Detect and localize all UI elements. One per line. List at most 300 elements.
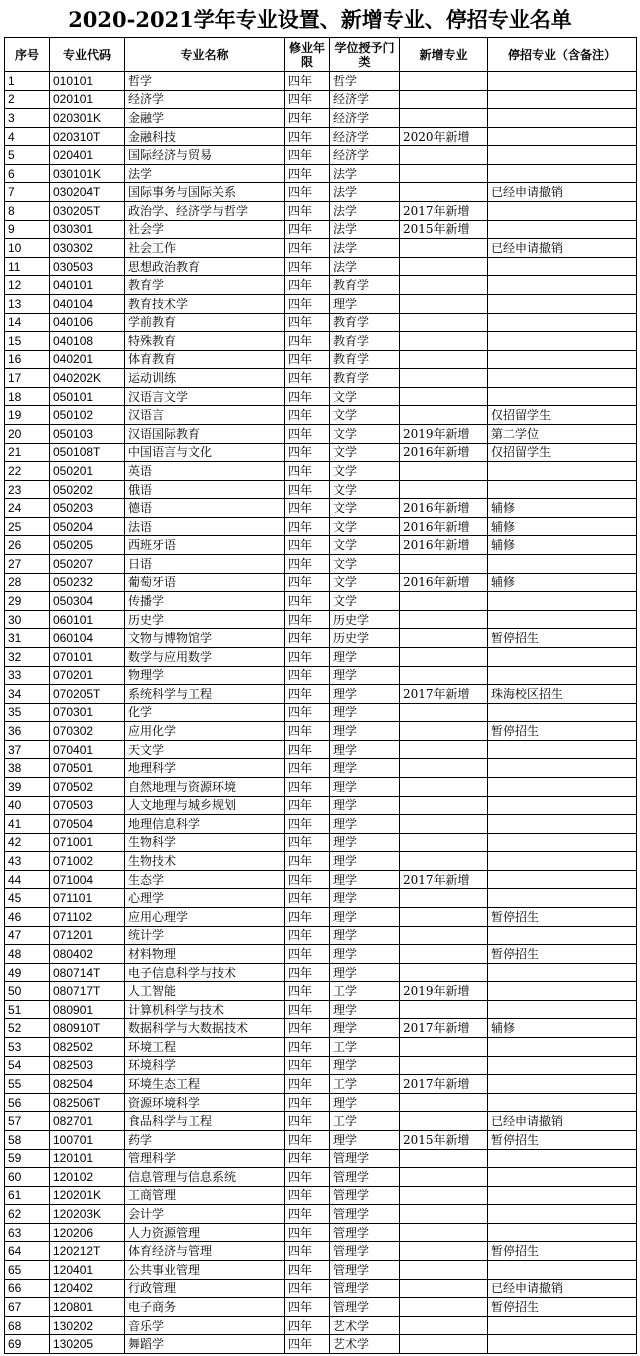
table-row (5, 1298, 637, 1317)
cell-suspended (488, 815, 637, 834)
table-row (5, 517, 637, 536)
cell-new (400, 183, 488, 202)
table-row (5, 424, 637, 443)
cell-code: 120401 (50, 1261, 125, 1280)
cell-code: 050102 (50, 406, 125, 425)
table-row (5, 963, 637, 982)
table-row (5, 1093, 637, 1112)
cell-suspended (488, 369, 637, 388)
cell-degree: 管理学 (330, 1205, 400, 1224)
table-row (5, 369, 637, 388)
table-row (5, 1223, 637, 1242)
cell-new (400, 387, 488, 406)
cell-index: 39 (5, 777, 50, 796)
cell-degree: 管理学 (330, 1242, 400, 1261)
cell-name: 历史学 (125, 610, 285, 629)
cell-suspended (488, 332, 637, 351)
cell-suspended (488, 610, 637, 629)
cell-name: 运动训练 (125, 369, 285, 388)
cell-duration: 四年 (285, 1149, 330, 1168)
cell-suspended: 暂停招生 (488, 722, 637, 741)
cell-new (400, 777, 488, 796)
cell-new (400, 1261, 488, 1280)
cell-name: 生物技术 (125, 852, 285, 871)
cell-index: 64 (5, 1242, 50, 1261)
table-row (5, 443, 637, 462)
cell-name: 统计学 (125, 926, 285, 945)
cell-code: 120801 (50, 1298, 125, 1317)
cell-suspended (488, 889, 637, 908)
cell-degree: 经济学 (330, 127, 400, 146)
cell-suspended (488, 870, 637, 889)
cell-suspended (488, 1261, 637, 1280)
cell-code: 050207 (50, 555, 125, 574)
table-row (5, 183, 637, 202)
cell-code: 082502 (50, 1038, 125, 1057)
cell-duration: 四年 (285, 1056, 330, 1075)
table-row (5, 1038, 637, 1057)
cell-suspended (488, 220, 637, 239)
cell-new (400, 1279, 488, 1298)
cell-code: 020401 (50, 146, 125, 165)
cell-index: 57 (5, 1112, 50, 1131)
cell-name: 社会工作 (125, 239, 285, 258)
cell-duration: 四年 (285, 202, 330, 221)
header-degree: 学位授予门类 (330, 38, 400, 72)
cell-suspended (488, 146, 637, 165)
cell-degree: 文学 (330, 499, 400, 518)
cell-suspended: 暂停招生 (488, 1242, 637, 1261)
cell-new (400, 647, 488, 666)
cell-duration: 四年 (285, 555, 330, 574)
cell-name: 电子商务 (125, 1298, 285, 1317)
table-body (5, 72, 637, 1354)
cell-new (400, 963, 488, 982)
cell-degree: 经济学 (330, 146, 400, 165)
cell-index: 44 (5, 870, 50, 889)
cell-new (400, 722, 488, 741)
cell-name: 行政管理 (125, 1279, 285, 1298)
cell-new (400, 1149, 488, 1168)
table-row (5, 815, 637, 834)
cell-code: 050108T (50, 443, 125, 462)
cell-index: 56 (5, 1093, 50, 1112)
cell-new (400, 1038, 488, 1057)
table-row (5, 536, 637, 555)
cell-duration: 四年 (285, 1019, 330, 1038)
table-row (5, 740, 637, 759)
cell-duration: 四年 (285, 424, 330, 443)
cell-duration: 四年 (285, 963, 330, 982)
cell-new (400, 480, 488, 499)
cell-degree: 管理学 (330, 1223, 400, 1242)
cell-index: 32 (5, 647, 50, 666)
cell-code: 070201 (50, 666, 125, 685)
cell-suspended: 珠海校区招生 (488, 685, 637, 704)
table-row (5, 573, 637, 592)
cell-index: 31 (5, 629, 50, 648)
cell-degree: 理学 (330, 740, 400, 759)
cell-index: 68 (5, 1316, 50, 1335)
cell-degree: 理学 (330, 852, 400, 871)
cell-suspended (488, 1223, 637, 1242)
table-row (5, 294, 637, 313)
cell-name: 国际经济与贸易 (125, 146, 285, 165)
cell-duration: 四年 (285, 647, 330, 666)
cell-suspended: 辅修 (488, 1019, 637, 1038)
cell-name: 系统科学与工程 (125, 685, 285, 704)
cell-suspended: 已经申请撤销 (488, 1112, 637, 1131)
cell-new (400, 926, 488, 945)
cell-name: 药学 (125, 1130, 285, 1149)
cell-duration: 四年 (285, 926, 330, 945)
cell-suspended (488, 480, 637, 499)
cell-index: 28 (5, 573, 50, 592)
cell-name: 汉语国际教育 (125, 424, 285, 443)
cell-index: 5 (5, 146, 50, 165)
cell-code: 070302 (50, 722, 125, 741)
cell-suspended (488, 1000, 637, 1019)
majors-table (4, 37, 637, 1354)
cell-new (400, 759, 488, 778)
table-row (5, 220, 637, 239)
cell-degree: 教育学 (330, 332, 400, 351)
cell-suspended (488, 1056, 637, 1075)
cell-suspended (488, 350, 637, 369)
cell-name: 环境科学 (125, 1056, 285, 1075)
cell-new (400, 146, 488, 165)
cell-duration: 四年 (285, 276, 330, 295)
cell-code: 030302 (50, 239, 125, 258)
cell-duration: 四年 (285, 350, 330, 369)
cell-code: 040101 (50, 276, 125, 295)
cell-duration: 四年 (285, 592, 330, 611)
cell-name: 特殊教育 (125, 332, 285, 351)
cell-degree: 理学 (330, 777, 400, 796)
cell-name: 哲学 (125, 72, 285, 91)
cell-code: 050202 (50, 480, 125, 499)
cell-new (400, 1186, 488, 1205)
cell-index: 18 (5, 387, 50, 406)
cell-duration: 四年 (285, 257, 330, 276)
cell-name: 地理科学 (125, 759, 285, 778)
cell-index: 51 (5, 1000, 50, 1019)
cell-index: 9 (5, 220, 50, 239)
cell-new (400, 592, 488, 611)
cell-name: 法语 (125, 517, 285, 536)
cell-code: 070504 (50, 815, 125, 834)
cell-duration: 四年 (285, 313, 330, 332)
cell-index: 22 (5, 462, 50, 481)
header-index: 序号 (5, 38, 50, 72)
cell-duration: 四年 (285, 1223, 330, 1242)
table-row (5, 1000, 637, 1019)
cell-name: 金融科技 (125, 127, 285, 146)
cell-duration: 四年 (285, 146, 330, 165)
cell-index: 19 (5, 406, 50, 425)
cell-duration: 四年 (285, 889, 330, 908)
table-row (5, 72, 637, 91)
table-row (5, 685, 637, 704)
cell-name: 人工智能 (125, 982, 285, 1001)
table-row (5, 1056, 637, 1075)
cell-code: 030204T (50, 183, 125, 202)
table-row (5, 1130, 637, 1149)
cell-suspended (488, 1075, 637, 1094)
cell-name: 英语 (125, 462, 285, 481)
cell-suspended (488, 127, 637, 146)
cell-duration: 四年 (285, 722, 330, 741)
cell-suspended (488, 1038, 637, 1057)
cell-name: 西班牙语 (125, 536, 285, 555)
cell-suspended (488, 1205, 637, 1224)
cell-name: 传播学 (125, 592, 285, 611)
cell-suspended (488, 982, 637, 1001)
table-row (5, 1019, 637, 1038)
cell-degree: 文学 (330, 555, 400, 574)
cell-suspended (488, 592, 637, 611)
cell-duration: 四年 (285, 796, 330, 815)
cell-degree: 理学 (330, 685, 400, 704)
cell-suspended: 暂停招生 (488, 629, 637, 648)
cell-degree: 管理学 (330, 1298, 400, 1317)
cell-suspended (488, 462, 637, 481)
table-row (5, 926, 637, 945)
cell-code: 120102 (50, 1168, 125, 1187)
table-row (5, 406, 637, 425)
cell-new (400, 1242, 488, 1261)
cell-duration: 四年 (285, 666, 330, 685)
cell-index: 59 (5, 1149, 50, 1168)
table-row (5, 462, 637, 481)
cell-degree: 理学 (330, 926, 400, 945)
table-row (5, 833, 637, 852)
table-row (5, 332, 637, 351)
cell-code: 050203 (50, 499, 125, 518)
cell-degree: 文学 (330, 424, 400, 443)
cell-name: 政治学、经济学与哲学 (125, 202, 285, 221)
cell-degree: 法学 (330, 202, 400, 221)
cell-index: 47 (5, 926, 50, 945)
cell-name: 社会学 (125, 220, 285, 239)
cell-new (400, 239, 488, 258)
cell-code: 080717T (50, 982, 125, 1001)
table-row (5, 592, 637, 611)
header-duration: 修业年限 (285, 38, 330, 72)
cell-new: 2019年新增 (400, 424, 488, 443)
cell-code: 070501 (50, 759, 125, 778)
cell-index: 1 (5, 72, 50, 91)
cell-duration: 四年 (285, 1130, 330, 1149)
cell-suspended (488, 647, 637, 666)
table-row (5, 109, 637, 128)
cell-new (400, 629, 488, 648)
cell-index: 35 (5, 703, 50, 722)
cell-code: 040106 (50, 313, 125, 332)
cell-index: 36 (5, 722, 50, 741)
cell-suspended (488, 1335, 637, 1354)
cell-name: 应用心理学 (125, 908, 285, 927)
cell-index: 17 (5, 369, 50, 388)
cell-name: 公共事业管理 (125, 1261, 285, 1280)
cell-index: 25 (5, 517, 50, 536)
cell-duration: 四年 (285, 685, 330, 704)
cell-code: 050201 (50, 462, 125, 481)
cell-index: 55 (5, 1075, 50, 1094)
cell-name: 心理学 (125, 889, 285, 908)
cell-new (400, 332, 488, 351)
cell-index: 21 (5, 443, 50, 462)
cell-index: 15 (5, 332, 50, 351)
cell-code: 020101 (50, 90, 125, 109)
cell-degree: 法学 (330, 239, 400, 258)
cell-degree: 理学 (330, 889, 400, 908)
cell-index: 60 (5, 1168, 50, 1187)
cell-name: 生物科学 (125, 833, 285, 852)
cell-index: 48 (5, 945, 50, 964)
cell-duration: 四年 (285, 443, 330, 462)
cell-duration: 四年 (285, 945, 330, 964)
cell-name: 生态学 (125, 870, 285, 889)
cell-name: 法学 (125, 164, 285, 183)
cell-index: 6 (5, 164, 50, 183)
cell-new (400, 313, 488, 332)
cell-suspended: 辅修 (488, 573, 637, 592)
cell-degree: 历史学 (330, 610, 400, 629)
cell-degree: 历史学 (330, 629, 400, 648)
table-row (5, 610, 637, 629)
cell-index: 38 (5, 759, 50, 778)
cell-duration: 四年 (285, 870, 330, 889)
cell-name: 天文学 (125, 740, 285, 759)
cell-suspended (488, 313, 637, 332)
cell-degree: 教育学 (330, 369, 400, 388)
cell-name: 金融学 (125, 109, 285, 128)
cell-name: 文物与博物馆学 (125, 629, 285, 648)
cell-code: 071004 (50, 870, 125, 889)
cell-duration: 四年 (285, 109, 330, 128)
cell-suspended (488, 740, 637, 759)
cell-degree: 经济学 (330, 109, 400, 128)
cell-duration: 四年 (285, 90, 330, 109)
cell-degree: 理学 (330, 1130, 400, 1149)
table-row (5, 164, 637, 183)
page-title: 2020-2021学年专业设置、新增专业、停招专业名单 (68, 7, 572, 32)
cell-degree: 理学 (330, 1019, 400, 1038)
cell-index: 16 (5, 350, 50, 369)
table-row (5, 350, 637, 369)
cell-name: 体育经济与管理 (125, 1242, 285, 1261)
cell-degree: 文学 (330, 592, 400, 611)
cell-suspended (488, 666, 637, 685)
cell-index: 7 (5, 183, 50, 202)
cell-duration: 四年 (285, 1075, 330, 1094)
cell-degree: 法学 (330, 257, 400, 276)
table-row (5, 276, 637, 295)
cell-duration: 四年 (285, 1000, 330, 1019)
cell-index: 3 (5, 109, 50, 128)
cell-degree: 理学 (330, 796, 400, 815)
cell-new: 2019年新增 (400, 982, 488, 1001)
cell-degree: 工学 (330, 1038, 400, 1057)
cell-name: 俄语 (125, 480, 285, 499)
cell-index: 49 (5, 963, 50, 982)
cell-name: 应用化学 (125, 722, 285, 741)
cell-code: 030301 (50, 220, 125, 239)
cell-duration: 四年 (285, 815, 330, 834)
cell-code: 080402 (50, 945, 125, 964)
table-row (5, 1149, 637, 1168)
cell-new: 2016年新增 (400, 573, 488, 592)
cell-code: 070401 (50, 740, 125, 759)
cell-index: 12 (5, 276, 50, 295)
table-row (5, 1075, 637, 1094)
cell-code: 080910T (50, 1019, 125, 1038)
cell-code: 071001 (50, 833, 125, 852)
cell-name: 食品科学与工程 (125, 1112, 285, 1131)
cell-new: 2015年新增 (400, 1130, 488, 1149)
cell-index: 14 (5, 313, 50, 332)
cell-degree: 理学 (330, 1056, 400, 1075)
cell-new (400, 164, 488, 183)
cell-degree: 理学 (330, 722, 400, 741)
cell-index: 67 (5, 1298, 50, 1317)
cell-new (400, 908, 488, 927)
table-row (5, 1261, 637, 1280)
cell-degree: 工学 (330, 982, 400, 1001)
cell-new (400, 406, 488, 425)
cell-code: 040108 (50, 332, 125, 351)
cell-index: 52 (5, 1019, 50, 1038)
cell-degree: 工学 (330, 1112, 400, 1131)
cell-name: 计算机科学与技术 (125, 1000, 285, 1019)
cell-new (400, 1298, 488, 1317)
cell-degree: 文学 (330, 517, 400, 536)
cell-degree: 理学 (330, 945, 400, 964)
cell-suspended (488, 164, 637, 183)
cell-code: 020310T (50, 127, 125, 146)
cell-index: 40 (5, 796, 50, 815)
cell-suspended (488, 1316, 637, 1335)
table-row (5, 1186, 637, 1205)
cell-code: 030101K (50, 164, 125, 183)
cell-new (400, 852, 488, 871)
cell-new (400, 350, 488, 369)
cell-new (400, 1316, 488, 1335)
table-row (5, 202, 637, 221)
cell-code: 050205 (50, 536, 125, 555)
cell-name: 音乐学 (125, 1316, 285, 1335)
table-row (5, 313, 637, 332)
cell-code: 082506T (50, 1093, 125, 1112)
cell-code: 060101 (50, 610, 125, 629)
cell-suspended (488, 387, 637, 406)
cell-degree: 工学 (330, 1075, 400, 1094)
table-row (5, 1205, 637, 1224)
cell-suspended (488, 703, 637, 722)
cell-suspended (488, 1149, 637, 1168)
cell-name: 信息管理与信息系统 (125, 1168, 285, 1187)
cell-degree: 艺术学 (330, 1316, 400, 1335)
cell-new: 2016年新增 (400, 499, 488, 518)
cell-new (400, 1093, 488, 1112)
cell-index: 62 (5, 1205, 50, 1224)
cell-index: 8 (5, 202, 50, 221)
cell-index: 46 (5, 908, 50, 927)
cell-code: 030205T (50, 202, 125, 221)
cell-code: 120212T (50, 1242, 125, 1261)
cell-duration: 四年 (285, 1168, 330, 1187)
